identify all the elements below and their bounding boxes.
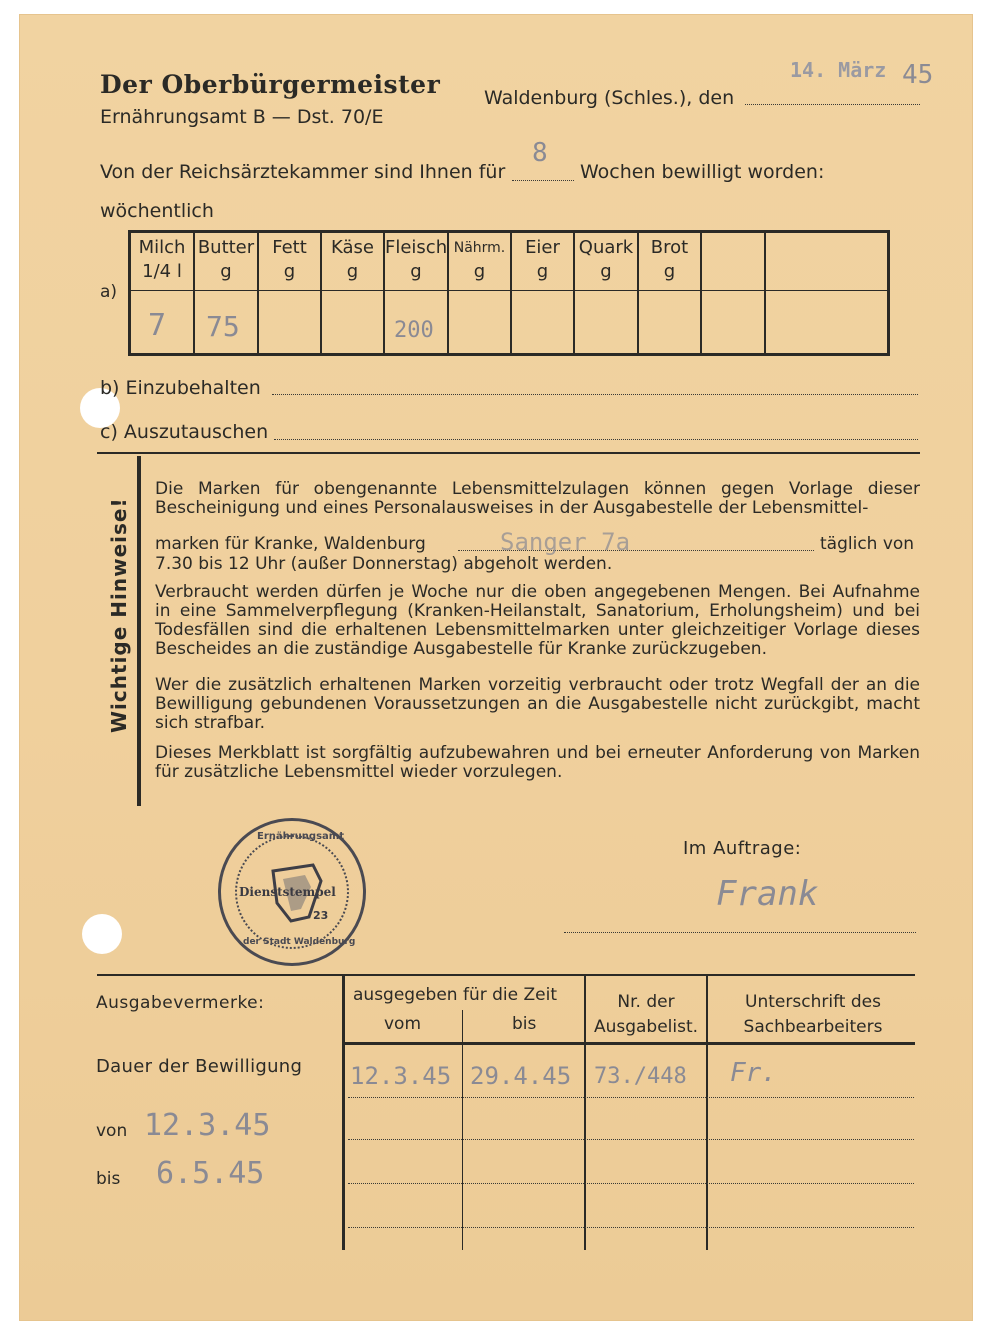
stamp-center-text: Dienststempel <box>239 885 336 899</box>
col-name: Fleisch <box>385 237 448 258</box>
office-line: Ernährungsamt B — Dst. 70/E <box>100 106 384 128</box>
col-name: Fett <box>272 237 307 258</box>
rations-header-rule <box>131 290 887 291</box>
value-butter: 75 <box>206 310 240 343</box>
stamp-ring-bottom: der Stadt Waldenburg <box>243 937 356 947</box>
issue-row-line <box>348 1183 914 1184</box>
date-line <box>745 104 920 105</box>
col-unit: g <box>220 261 232 282</box>
value-milch: 7 <box>148 308 167 343</box>
intro-text-end: Wochen bewilligt worden: <box>580 161 825 183</box>
issue-col-sig: Unterschrift des Sachbearbeiters <box>743 992 883 1037</box>
notes-block-3 <box>155 676 920 733</box>
notes-block-4 <box>155 744 920 782</box>
issue-table-header-rule <box>342 1042 915 1045</box>
notes-vertical-rule <box>137 456 141 806</box>
col-unit: g <box>600 261 612 282</box>
pickup-address-handwritten: Sanger 7a <box>500 528 631 556</box>
punch-hole-bottom <box>82 914 122 954</box>
line-c-field <box>274 439 918 440</box>
col-divider <box>700 233 702 353</box>
col-fleisch <box>385 236 447 284</box>
row-a-label: a) <box>100 282 118 302</box>
col-butter <box>195 236 257 284</box>
section-divider <box>97 452 920 454</box>
issue-from-handwritten: 12.3.45 <box>144 1108 271 1143</box>
note-p3: Wer die zusätzlich erhaltenen Marken vorzeitig verbraucht oder trotz Wegfall der an die Bewilligung gebundenen Voraussetzungen an die Ausgabestelle nicht zurückgibt, macht sich strafbar. <box>155 675 920 733</box>
col-unit: g <box>663 261 676 282</box>
col-milch <box>131 236 193 284</box>
line-c-label: c) Auszutauschen <box>100 421 269 443</box>
notes-block <box>155 480 920 518</box>
col-unit: g <box>346 261 359 282</box>
stamp-number: 23 <box>313 909 329 922</box>
issue-col-to: bis <box>512 1014 537 1034</box>
notes-side-title: Wichtige Hinweise! <box>107 497 131 733</box>
col-unit: g <box>283 261 296 282</box>
issue-to-handwritten: 6.5.45 <box>156 1156 265 1191</box>
line-b-field <box>272 394 918 395</box>
issue-table-col-divider <box>584 976 586 1250</box>
note-p1-line2-end: täglich von <box>820 534 915 554</box>
issue-row1-signature: Fr. <box>730 1058 777 1088</box>
col-naehrm <box>449 236 510 284</box>
issue-duration-label: Dauer der Bewilligung <box>96 1056 303 1077</box>
col-name: Quark <box>578 237 634 258</box>
col-name: Butter <box>197 237 255 258</box>
issue-row1-from: 12.3.45 <box>350 1062 452 1090</box>
col-fett <box>259 236 320 284</box>
signature-handwritten: Frank <box>716 874 819 914</box>
note-p1-line2-start: marken für Kranke, Waldenburg <box>155 534 426 554</box>
issue-table-left-border <box>342 976 345 1250</box>
col-unit: g <box>536 261 549 282</box>
intro-text: Von der Reichsärztekammer sind Ihnen für <box>100 161 506 183</box>
issue-row1-nr: 73./448 <box>594 1064 687 1089</box>
official-stamp <box>218 818 366 966</box>
issue-row-line <box>348 1227 914 1228</box>
issue-col-nr: Nr. der Ausgabelist. <box>593 992 699 1037</box>
issue-row-line <box>348 1139 914 1140</box>
col-name: Milch <box>138 237 186 258</box>
authority-title: Der Oberbürgermeister <box>100 70 441 99</box>
col-kaese <box>322 236 383 284</box>
col-unit: g <box>473 261 486 282</box>
weeks-line <box>512 180 574 181</box>
stamp-ring-top: Ernährungsamt <box>257 831 344 842</box>
note-p2: Verbraucht werden dürfen je Woche nur die oben angegebenen Mengen. Bei Aufnahme in eine Sammelverpflegung (Kranken-Heilanstalt, Sanatorium, Erholungsheim) und bei Todesfällen sind die erhaltenen Lebensmittelmarken unter gleichzeitiger Vorlage dieses Bescheides an die zuständige Ausgabestelle für Kranke zurückzugeben. <box>155 582 920 659</box>
place-date-label: Waldenburg (Schles.), den <box>484 87 735 109</box>
note-p4: Dieses Merkblatt ist sorgfältig aufzubewahren und bei erneuter Anforderung von Marken für zusätzliche Lebensmittel wieder vorzulegen. <box>155 743 920 782</box>
signature-label: Im Auftrage: <box>683 838 802 859</box>
issue-col-period: ausgegeben für die Zeit <box>353 985 557 1005</box>
weeks-handwritten: 8 <box>532 138 548 168</box>
weekly-label: wöchentlich <box>100 200 214 222</box>
date-stamp: 14. März <box>790 58 887 82</box>
col-eier <box>512 236 573 284</box>
issue-from-label: von <box>96 1121 128 1141</box>
issue-title: Ausgabevermerke: <box>96 993 265 1013</box>
col-brot <box>639 236 700 284</box>
col-quark <box>575 236 637 284</box>
issue-table-col-divider <box>706 976 708 1250</box>
value-fleisch: 200 <box>394 318 434 343</box>
line-b-label: b) Einzubehalten <box>100 377 261 399</box>
note-p1-line3: 7.30 bis 12 Uhr (außer Donnerstag) abgeholt werden. <box>155 554 613 574</box>
note-p1: Die Marken für obengenannte Lebensmittelzulagen können gegen Vorlage dieser Bescheinigung und eines Personalausweises in der Ausgabestelle der Lebensmittel- <box>155 479 920 518</box>
bottom-section-divider <box>97 974 915 976</box>
col-name: Eier <box>525 237 560 258</box>
signature-line <box>564 932 916 933</box>
issue-row-line <box>348 1097 914 1098</box>
col-unit: g <box>410 261 422 282</box>
issue-to-label: bis <box>96 1169 121 1189</box>
col-name: Brot <box>650 237 689 258</box>
col-name: Nährm. <box>453 240 506 256</box>
issue-table-col-divider <box>462 1010 463 1250</box>
col-name: Käse <box>331 237 374 258</box>
date-handwritten: 45 <box>902 60 934 90</box>
notes-block-2 <box>155 583 920 659</box>
col-unit: 1/4 l <box>142 261 182 282</box>
col-divider <box>764 233 766 353</box>
issue-row1-to: 29.4.45 <box>470 1062 572 1090</box>
issue-col-from: vom <box>384 1014 422 1034</box>
